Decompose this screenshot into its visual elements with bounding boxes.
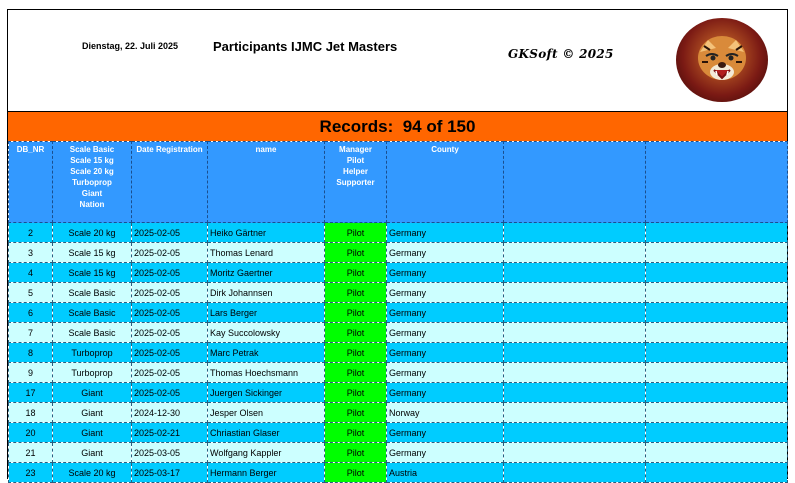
tiger-logo-icon [676,18,768,102]
cell-date: 2025-02-05 [132,263,208,283]
cell-county: Germany [387,443,504,463]
brand-signature: GKSoft © 2025 [508,47,614,61]
cell-scale: Giant [53,443,132,463]
cell-county: Germany [387,363,504,383]
cell-role: Pilot [325,243,387,263]
cell-name: Marc Petrak [208,343,325,363]
records-count-bar [8,111,787,141]
report-date: Dienstag, 22. Juli 2025 [82,41,179,51]
table-header-row [9,142,788,223]
cell-role: Pilot [325,303,387,323]
cell-name: Thomas Hoechsmann [208,363,325,383]
cell-date: 2024-12-30 [132,403,208,423]
cell-db-nr: 5 [9,283,53,303]
table-row [9,223,788,243]
table-row [9,443,788,463]
table-row [9,243,788,263]
col-header-county: County [387,142,504,223]
cell-county: Germany [387,223,504,243]
table-row [9,363,788,383]
cell-date: 2025-02-05 [132,343,208,363]
cell-date: 2025-02-05 [132,303,208,323]
table-row [9,303,788,323]
cell-role: Pilot [325,463,387,483]
cell-scale: Giant [53,423,132,443]
cell-empty [646,383,788,403]
cell-scale: Turboprop [53,363,132,383]
cell-empty [646,363,788,383]
cell-name: Heiko Gärtner [208,223,325,243]
cell-scale: Giant [53,383,132,403]
col-header-date: Date Registration [132,142,208,223]
cell-role: Pilot [325,283,387,303]
cell-scale: Scale 20 kg [53,463,132,483]
cell-empty [646,223,788,243]
cell-empty [504,343,646,363]
cell-name: Kay Succolowsky [208,323,325,343]
cell-name: Hermann Berger [208,463,325,483]
table-row [9,343,788,363]
cell-county: Germany [387,243,504,263]
cell-role: Pilot [325,323,387,343]
cell-db-nr: 23 [9,463,53,483]
cell-empty [504,423,646,443]
cell-db-nr: 7 [9,323,53,343]
cell-db-nr: 2 [9,223,53,243]
cell-date: 2025-02-05 [132,383,208,403]
col-header-scale: Scale Basic Scale 15 kg Scale 20 kg Turboprop Giant Nation [53,142,132,223]
table-row [9,423,788,443]
cell-empty [504,263,646,283]
cell-db-nr: 4 [9,263,53,283]
cell-empty [646,403,788,423]
report-page [7,9,788,479]
cell-date: 2025-02-05 [132,243,208,263]
cell-empty [646,243,788,263]
cell-name: Chriastian Glaser [208,423,325,443]
cell-empty [646,443,788,463]
cell-empty [646,283,788,303]
cell-scale: Turboprop [53,343,132,363]
cell-role: Pilot [325,403,387,423]
col-header-empty-2 [646,142,788,223]
cell-empty [504,383,646,403]
cell-empty [646,423,788,443]
table-row [9,283,788,303]
cell-role: Pilot [325,383,387,403]
cell-date: 2025-02-05 [132,323,208,343]
cell-empty [504,443,646,463]
cell-db-nr: 6 [9,303,53,323]
cell-empty [646,303,788,323]
cell-county: Germany [387,263,504,283]
cell-name: Thomas Lenard [208,243,325,263]
cell-role: Pilot [325,423,387,443]
cell-empty [646,343,788,363]
cell-date: 2025-03-05 [132,443,208,463]
cell-role: Pilot [325,223,387,243]
cell-county: Germany [387,343,504,363]
table-row [9,383,788,403]
cell-scale: Scale 20 kg [53,223,132,243]
table-row [9,463,788,483]
col-header-db-nr: DB_NR [9,142,53,223]
participants-table [8,141,788,483]
cell-county: Norway [387,403,504,423]
col-header-name: name [208,142,325,223]
cell-db-nr: 8 [9,343,53,363]
cell-name: Lars Berger [208,303,325,323]
cell-date: 2025-03-17 [132,463,208,483]
cell-db-nr: 20 [9,423,53,443]
cell-empty [504,403,646,423]
cell-date: 2025-02-05 [132,363,208,383]
cell-county: Germany [387,383,504,403]
cell-role: Pilot [325,343,387,363]
col-header-empty-1 [504,142,646,223]
cell-role: Pilot [325,443,387,463]
cell-county: Austria [387,463,504,483]
cell-empty [504,323,646,343]
cell-name: Wolfgang Kappler [208,443,325,463]
cell-county: Germany [387,283,504,303]
cell-db-nr: 9 [9,363,53,383]
cell-date: 2025-02-21 [132,423,208,443]
table-row [9,263,788,283]
cell-empty [646,263,788,283]
cell-db-nr: 3 [9,243,53,263]
cell-empty [646,463,788,483]
cell-county: Germany [387,423,504,443]
records-count: 94 of 150 [402,117,476,136]
cell-scale: Scale Basic [53,323,132,343]
cell-date: 2025-02-05 [132,283,208,303]
report-title: Participants IJMC Jet Masters [213,39,398,54]
cell-empty [504,283,646,303]
records-label: Records: [319,117,394,136]
table-row [9,323,788,343]
cell-name: Dirk Johannsen [208,283,325,303]
cell-role: Pilot [325,363,387,383]
col-header-role: Manager Pilot Helper Supporter [325,142,387,223]
cell-scale: Scale 15 kg [53,243,132,263]
cell-name: Moritz Gaertner [208,263,325,283]
cell-scale: Scale Basic [53,303,132,323]
cell-empty [504,303,646,323]
cell-county: Germany [387,323,504,343]
cell-db-nr: 17 [9,383,53,403]
report-header [8,10,787,110]
cell-role: Pilot [325,263,387,283]
cell-name: Juergen Sickinger [208,383,325,403]
cell-empty [504,463,646,483]
cell-scale: Scale 15 kg [53,263,132,283]
cell-empty [646,323,788,343]
cell-scale: Giant [53,403,132,423]
cell-scale: Scale Basic [53,283,132,303]
cell-county: Germany [387,303,504,323]
cell-db-nr: 18 [9,403,53,423]
cell-db-nr: 21 [9,443,53,463]
cell-date: 2025-02-05 [132,223,208,243]
table-row [9,403,788,423]
cell-empty [504,243,646,263]
cell-empty [504,223,646,243]
cell-empty [504,363,646,383]
cell-name: Jesper Olsen [208,403,325,423]
